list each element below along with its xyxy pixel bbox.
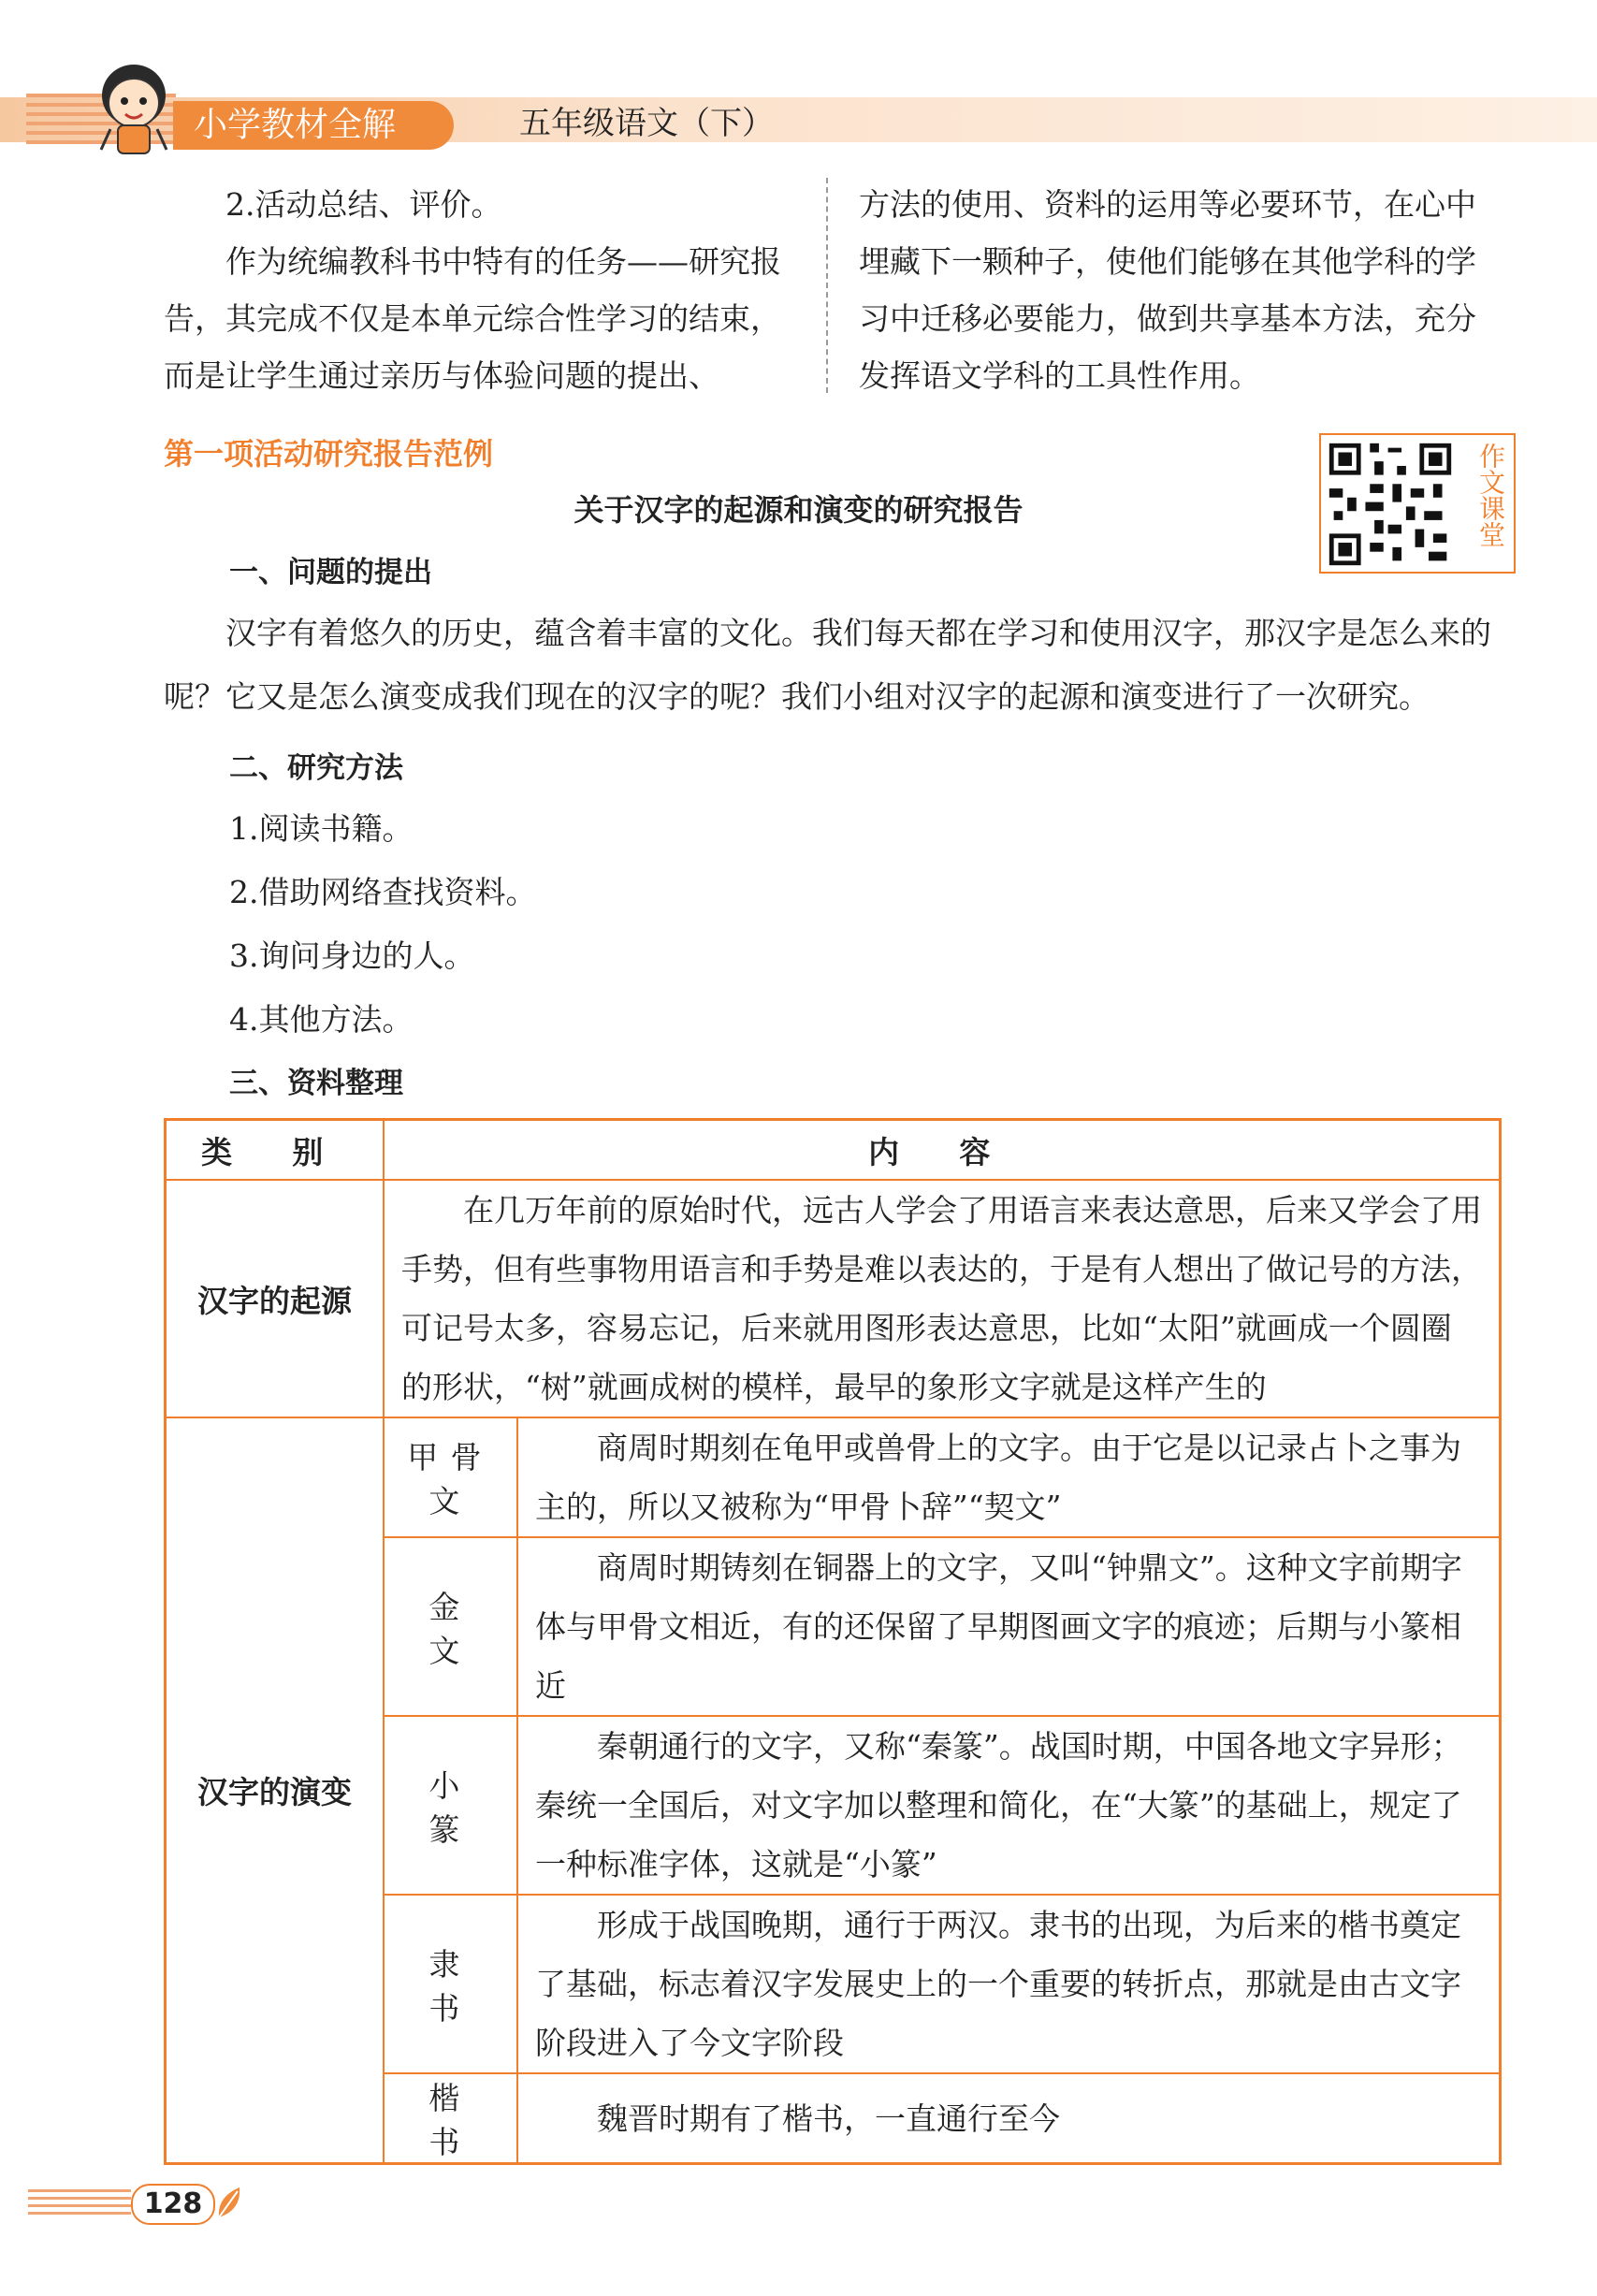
book-title: 五年级语文（下）	[519, 105, 774, 142]
script-name: 甲骨文	[384, 1417, 517, 1537]
table-header-row	[166, 1120, 1501, 1181]
script-description: 商周时期铸刻在铜器上的文字，又叫“钟鼎文”。这种文字前期字体与甲骨文相近，有的还保留了早期图画文字的痕迹；后期与小篆相近	[517, 1537, 1501, 1716]
materials-table	[164, 1118, 1502, 2165]
page-number-badge	[103, 2184, 225, 2221]
script-description: 商周时期刻在龟甲或兽骨上的文字。由于它是以记录占卜之事为主的，所以又被称为“甲骨卜辞”“契文”	[517, 1417, 1501, 1537]
header-content: 内 容	[384, 1120, 1501, 1181]
top-left-column	[164, 176, 805, 404]
page-number: 128	[131, 2184, 215, 2225]
activity-summary-line: 2.活动总结、评价。	[225, 186, 502, 223]
method-item: 3.询问身边的人。	[229, 937, 475, 974]
script-name: 楷 书	[384, 2073, 517, 2164]
heading-methods: 二、研究方法	[229, 751, 403, 785]
script-name: 隶 书	[384, 1895, 517, 2073]
footer-decorative-lines	[28, 2189, 131, 2217]
script-description: 魏晋时期有了楷书，一直通行至今	[517, 2073, 1501, 2164]
script-name: 金 文	[384, 1537, 517, 1716]
script-description: 秦朝通行的文字，又称“秦篆”。战国时期，中国各地文字异形；秦统一全国后，对文字加以整理和简化，在“大篆”的基础上，规定了一种标准字体，这就是“小篆”	[517, 1716, 1501, 1895]
brand-tag: 小学教材全解	[173, 101, 454, 150]
origin-label: 汉字的起源	[166, 1180, 385, 1417]
leaf-icon	[215, 2186, 243, 2219]
heading-materials: 三、资料整理	[229, 1067, 403, 1100]
boy-mascot-icon	[82, 58, 185, 161]
column-divider	[826, 178, 828, 393]
question-paragraph: 汉字有着悠久的历史，蕴含着丰富的文化。我们每天都在学习和使用汉字，那汉字是怎么来的呢？它又是怎么演变成我们现在的汉字的呢？我们小组对汉字的起源和演变进行了一次研究。	[164, 615, 1491, 715]
evolution-label: 汉字的演变	[166, 1417, 385, 2164]
table-row	[166, 1417, 1501, 1537]
report-intro-paragraph: 作为统编教科书中特有的任务——研究报告，其完成不仅是本单元综合性学习的结束，而是让学生通过亲历与体验问题的提出、	[164, 243, 781, 394]
top-right-column	[859, 176, 1504, 404]
script-name: 小 篆	[384, 1716, 517, 1895]
script-description: 形成于战国晚期，通行于两汉。隶书的出现，为后来的楷书奠定了基础，标志着汉字发展史上的一个重要的转折点，那就是由古文字阶段进入了今文字阶段	[517, 1895, 1501, 2073]
report-intro-continued: 方法的使用、资料的运用等必要环节，在心中埋藏下一颗种子，使他们能够在其他学科的学习中迁移必要能力，做到共享基本方法，充分发挥语文学科的工具性作用。	[859, 186, 1476, 394]
method-item: 1.阅读书籍。	[229, 810, 414, 847]
heading-question: 一、问题的提出	[229, 556, 432, 589]
page-header	[0, 0, 1597, 159]
qr-label: 作文课堂	[1475, 443, 1506, 547]
method-item: 4.其他方法。	[229, 1001, 414, 1038]
table-row	[166, 1180, 1501, 1417]
report-title: 关于汉字的起源和演变的研究报告	[573, 492, 1024, 528]
method-item: 2.借助网络查找资料。	[229, 874, 537, 910]
origin-content: 在几万年前的原始时代，远古人学会了用语言来表达意思，后来又学会了用手势，但有些事物用语言和手势是难以表达的，于是有人想出了做记号的方法，可记号太多，容易忘记，后来就用图形表达意思，比如“太阳”就画成一个圆圈的形状，“树”就画成树的模样，最早的象形文字就是这样产生的	[384, 1180, 1501, 1417]
header-category: 类 别	[166, 1120, 385, 1181]
section-title: 第一项活动研究报告范例	[164, 436, 494, 472]
